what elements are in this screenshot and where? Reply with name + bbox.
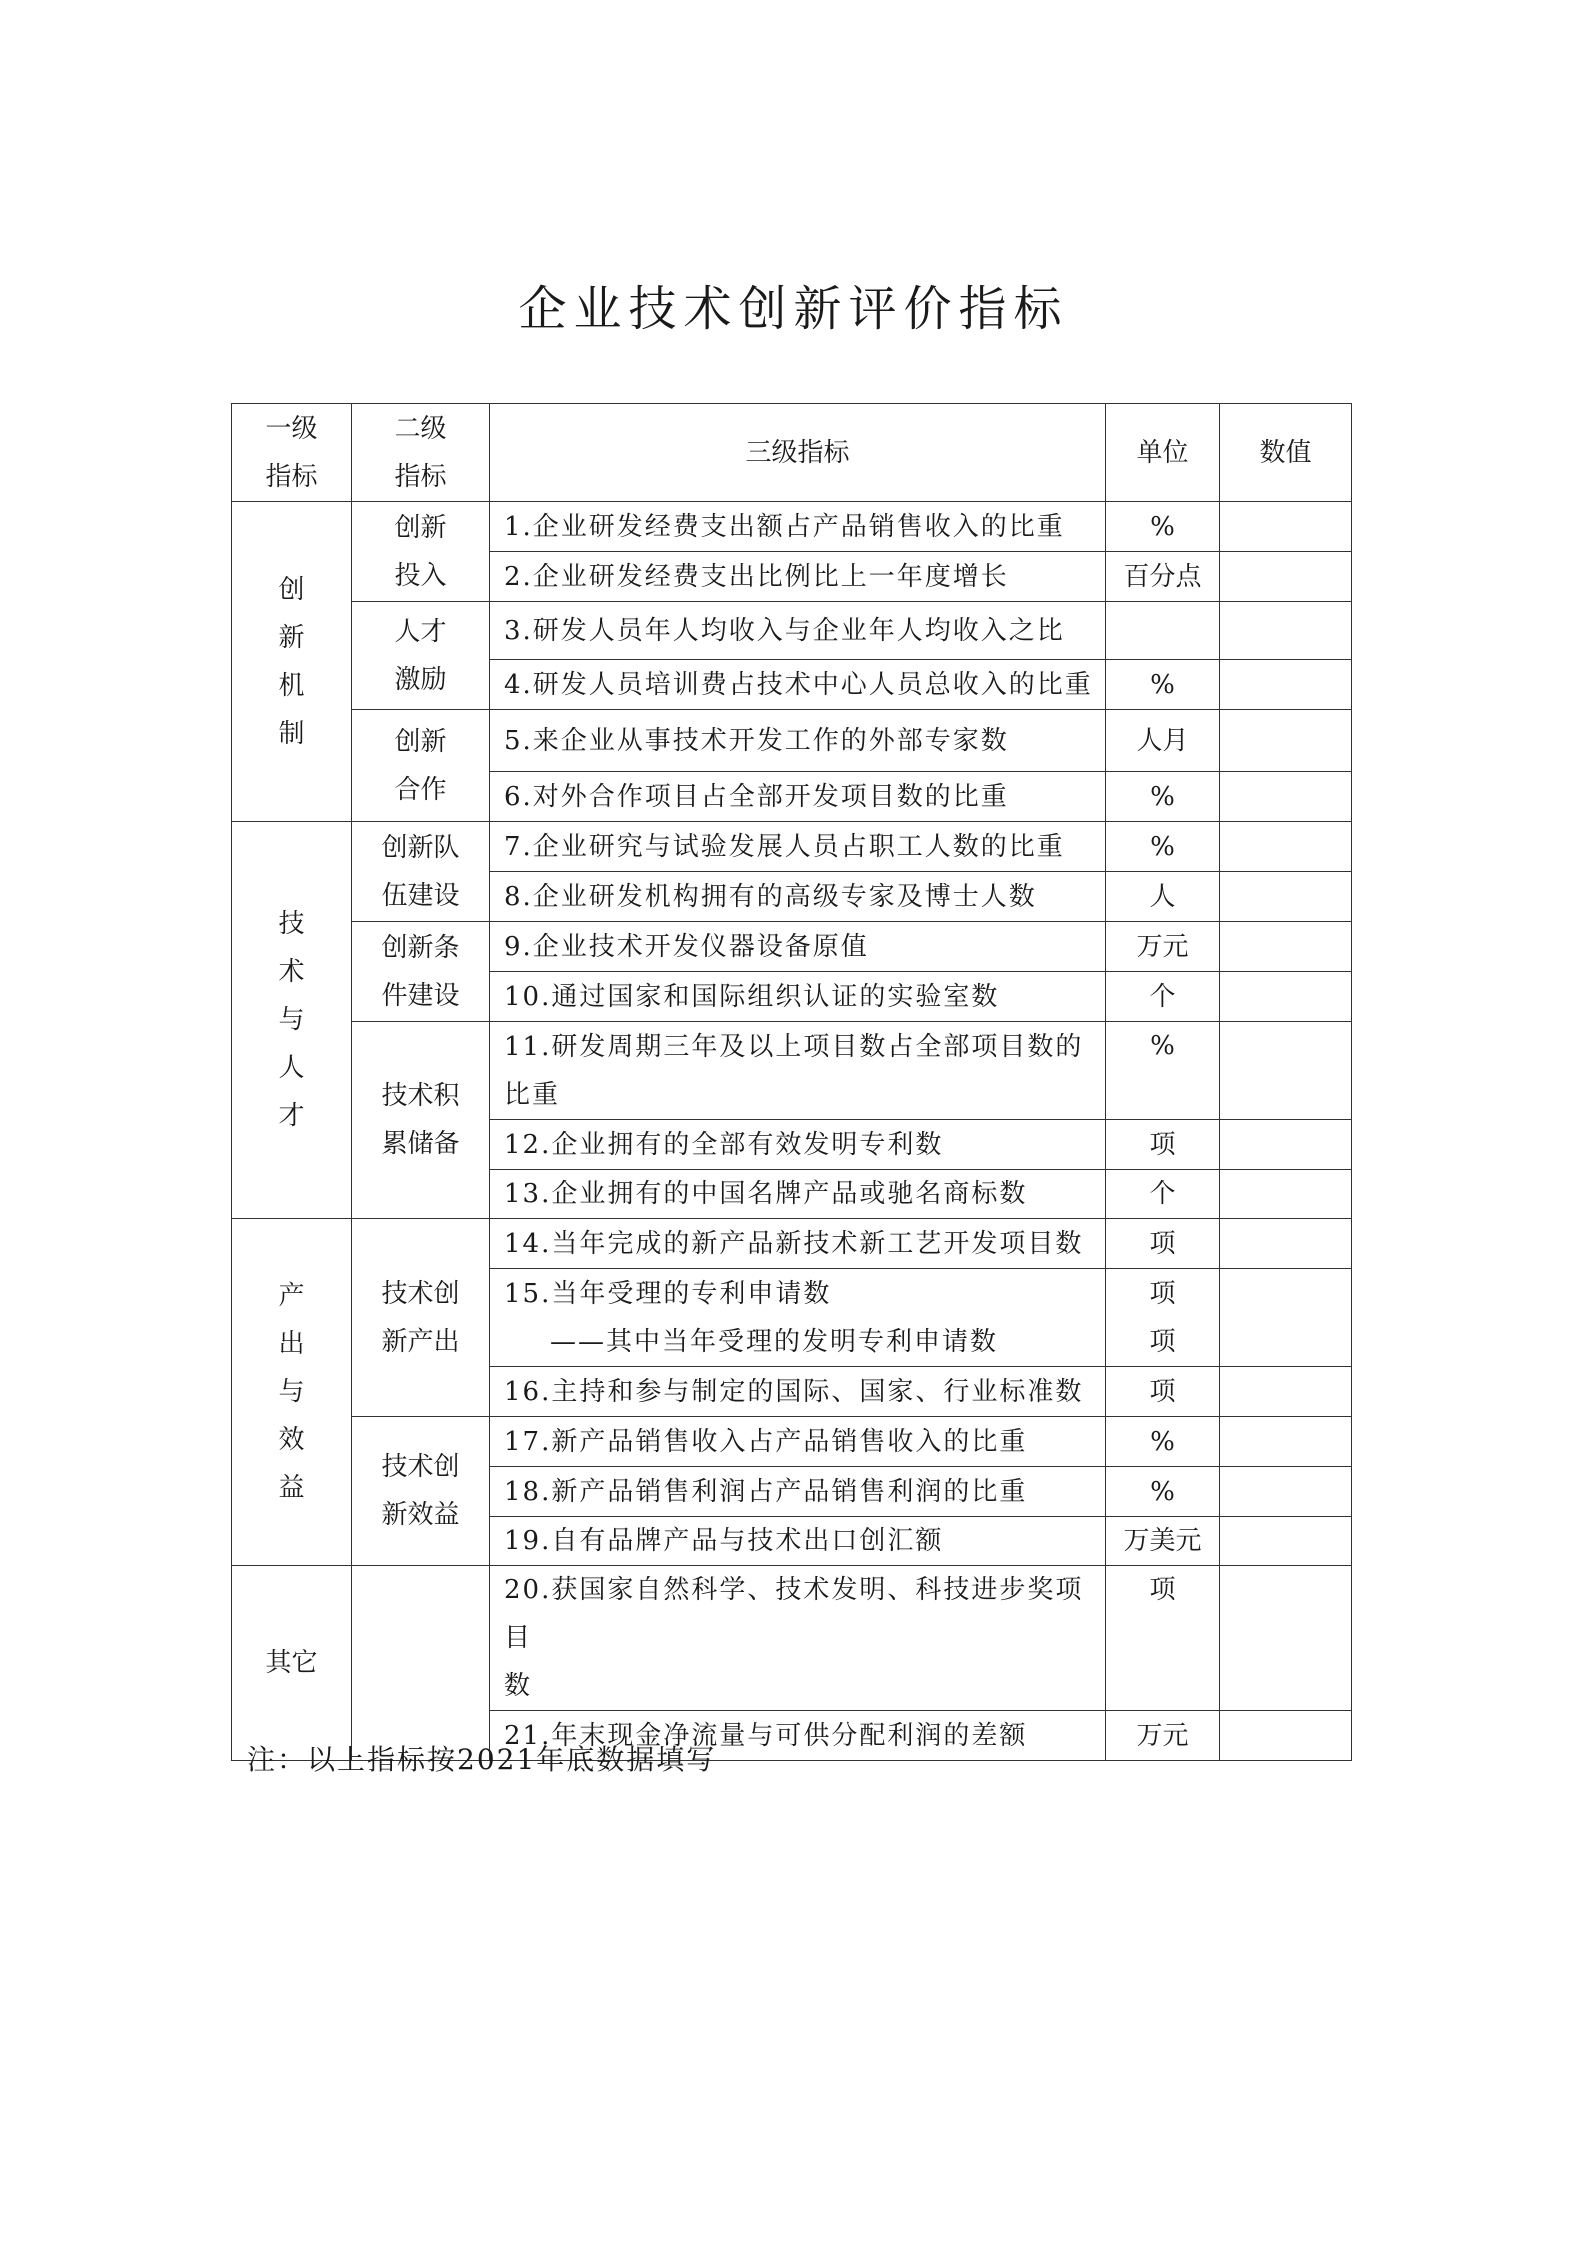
unit-cell: 项	[1106, 1219, 1220, 1269]
level2-cell: 技术创 新产出	[352, 1219, 490, 1417]
indicator-text: 1.企业研发经费支出额占产品销售收入的比重	[490, 502, 1106, 552]
table-row	[232, 922, 1352, 972]
value-cell[interactable]	[1220, 1219, 1352, 1269]
indicator-table	[231, 403, 1352, 1761]
unit-cell: 个	[1106, 1170, 1220, 1219]
unit-cell	[1106, 602, 1220, 660]
page-title: 企业技术创新评价指标	[518, 281, 1069, 337]
header-level1: 一级 指标	[232, 404, 352, 502]
unit-cell: 项	[1106, 1566, 1220, 1711]
unit-cell: 项	[1106, 1120, 1220, 1170]
level2-cell: 创新条 件建设	[352, 922, 490, 1022]
value-cell[interactable]	[1220, 1120, 1352, 1170]
value-cell[interactable]	[1220, 922, 1352, 972]
unit-cell: 人	[1106, 872, 1220, 922]
unit-cell: 万美元	[1106, 1517, 1220, 1566]
header-level3: 三级指标	[490, 404, 1106, 502]
indicator-text: 8.企业研发机构拥有的高级专家及博士人数	[490, 872, 1106, 922]
value-cell[interactable]	[1220, 1170, 1352, 1219]
value-cell[interactable]	[1220, 1417, 1352, 1467]
unit-cell: %	[1106, 1022, 1220, 1120]
table-row	[232, 822, 1352, 872]
unit-cell: %	[1106, 1417, 1220, 1467]
indicator-text: 5.来企业从事技术开发工作的外部专家数	[490, 710, 1106, 772]
table-row	[232, 1219, 1352, 1269]
table-row	[232, 1417, 1352, 1467]
value-cell[interactable]	[1220, 502, 1352, 552]
unit-cell: %	[1106, 660, 1220, 710]
value-cell[interactable]	[1220, 1517, 1352, 1566]
footnote: 注：以上指标按2021年底数据填写	[247, 1743, 717, 1776]
unit-cell: %	[1106, 772, 1220, 822]
indicator-text: 11.研发周期三年及以上项目数占全部项目数的 比重	[490, 1022, 1106, 1120]
indicator-text: 6.对外合作项目占全部开发项目数的比重	[490, 772, 1106, 822]
value-cell[interactable]	[1220, 1467, 1352, 1517]
unit-cell: 万元	[1106, 922, 1220, 972]
unit-cell: %	[1106, 502, 1220, 552]
table-row	[232, 502, 1352, 552]
indicator-text: 21.年末现金净流量与可供分配利润的差额	[490, 1711, 1106, 1761]
unit-cell: %	[1106, 1467, 1220, 1517]
level2-cell: 创新 合作	[352, 710, 490, 822]
indicator-text: 9.企业技术开发仪器设备原值	[490, 922, 1106, 972]
value-cell[interactable]	[1220, 552, 1352, 602]
indicator-text: 7.企业研究与试验发展人员占职工人数的比重	[490, 822, 1106, 872]
indicator-text: 19.自有品牌产品与技术出口创汇额	[490, 1517, 1106, 1566]
value-cell[interactable]	[1220, 1711, 1352, 1761]
level2-cell: 技术积 累储备	[352, 1022, 490, 1219]
level2-cell: 创新 投入	[352, 502, 490, 602]
level2-cell: 创新队 伍建设	[352, 822, 490, 922]
level2-cell	[352, 1566, 490, 1761]
indicator-text: 16.主持和参与制定的国际、国家、行业标准数	[490, 1367, 1106, 1417]
value-cell[interactable]	[1220, 602, 1352, 660]
indicator-text: 14.当年完成的新产品新技术新工艺开发项目数	[490, 1219, 1106, 1269]
unit-cell: 人月	[1106, 710, 1220, 772]
value-cell[interactable]	[1220, 1367, 1352, 1417]
table-row	[232, 602, 1352, 660]
unit-cell: %	[1106, 822, 1220, 872]
value-cell[interactable]	[1220, 710, 1352, 772]
indicator-text: 18.新产品销售利润占产品销售利润的比重	[490, 1467, 1106, 1517]
value-cell[interactable]	[1220, 872, 1352, 922]
unit-cell: 个	[1106, 972, 1220, 1022]
indicator-text: 13.企业拥有的中国名牌产品或驰名商标数	[490, 1170, 1106, 1219]
level2-cell: 人才 激励	[352, 602, 490, 710]
indicator-text: 3.研发人员年人均收入与企业年人均收入之比	[490, 602, 1106, 660]
value-cell[interactable]	[1220, 772, 1352, 822]
unit-cell: 项	[1106, 1367, 1220, 1417]
level2-cell: 技术创 新效益	[352, 1417, 490, 1566]
table-row	[232, 1566, 1352, 1711]
level1-cell: 创 新 机 制	[232, 502, 352, 822]
indicator-text: 17.新产品销售收入占产品销售收入的比重	[490, 1417, 1106, 1467]
header-unit: 单位	[1106, 404, 1220, 502]
level1-cell: 其它	[232, 1566, 352, 1761]
value-cell[interactable]	[1220, 972, 1352, 1022]
indicator-text: 20.获国家自然科学、技术发明、科技进步奖项目 数	[490, 1566, 1106, 1711]
unit-cell: 百分点	[1106, 552, 1220, 602]
value-cell[interactable]	[1220, 1566, 1352, 1711]
value-cell[interactable]	[1220, 822, 1352, 872]
indicator-text: 15.当年受理的专利申请数 ——其中当年受理的发明专利申请数	[490, 1269, 1106, 1367]
header-level2: 二级 指标	[352, 404, 490, 502]
level1-cell: 技 术 与 人 才	[232, 822, 352, 1219]
level1-cell: 产 出 与 效 益	[232, 1219, 352, 1566]
unit-cell: 项 项	[1106, 1269, 1220, 1367]
header-value: 数值	[1220, 404, 1352, 502]
value-cell[interactable]	[1220, 1269, 1352, 1367]
value-cell[interactable]	[1220, 660, 1352, 710]
indicator-text: 4.研发人员培训费占技术中心人员总收入的比重	[490, 660, 1106, 710]
unit-cell: 万元	[1106, 1711, 1220, 1761]
table-row	[232, 1022, 1352, 1120]
indicator-text: 12.企业拥有的全部有效发明专利数	[490, 1120, 1106, 1170]
indicator-text: 2.企业研发经费支出比例比上一年度增长	[490, 552, 1106, 602]
header-row	[232, 404, 1352, 502]
value-cell[interactable]	[1220, 1022, 1352, 1120]
table-row	[232, 710, 1352, 772]
indicator-text: 10.通过国家和国际组织认证的实验室数	[490, 972, 1106, 1022]
